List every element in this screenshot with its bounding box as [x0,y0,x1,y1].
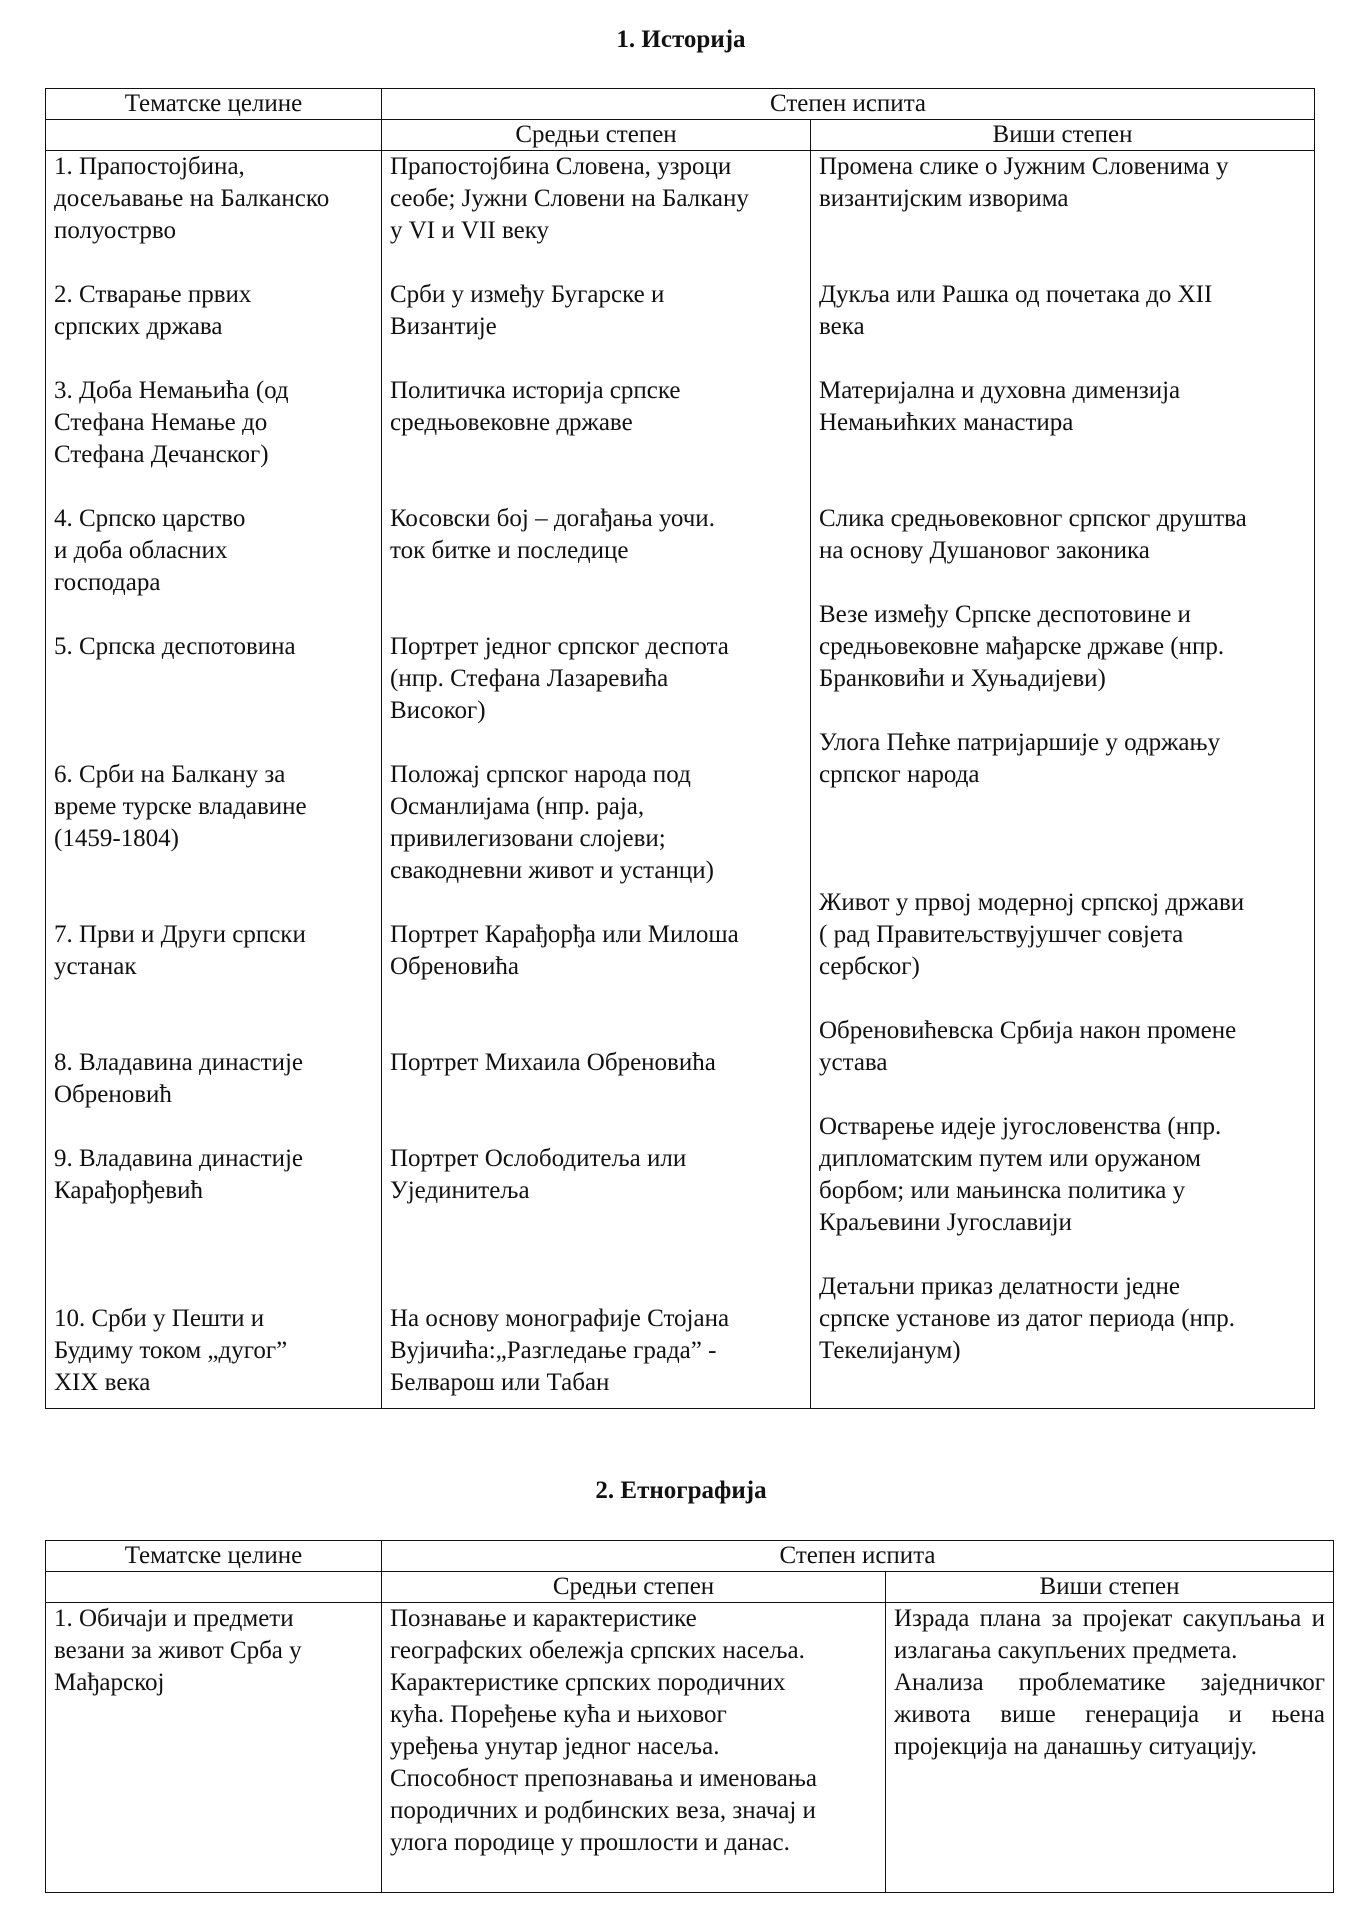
higher-level-cell [886,1603,1334,1893]
section-1-title: 1. Историја [616,26,746,53]
topic-entry: 9. Владавина династије Карађорђевић [54,1145,303,1204]
header-topics: Тематске целине [46,1541,382,1572]
middle-entry: Познавање и карактеристике географских обележја српских насеља. Карактеристике српских породичних кућа. Поређење кућа и њиховог уређења унутар једног насеља. Способност препознавања и именовања породичних и родбинских веза, значај и улога породице у прошлости и данас. [390,1605,818,1856]
header-middle-level: Средњи степен [382,120,811,151]
higher-entry: Промена слике о Јужним Словенима у византијским изворима [819,153,1229,212]
middle-level-column [382,151,811,1409]
topic-entry: 5. Српска деспотовина [54,633,296,660]
middle-entry: Портрет Карађорђа или Милоша Обреновића [390,921,739,980]
middle-entry: Политичка историја српске средњовековне државе [390,377,681,436]
middle-level-cell [382,1603,886,1893]
middle-entry: Срби у између Бугарске и Византије [390,281,665,340]
higher-entry: Материјална и духовна димензија Немањићких манастира [819,377,1181,436]
higher-entry: Обреновићевска Србија након промене устава [819,1017,1237,1076]
ethnography-table [45,1540,1334,1893]
topic-entry: 8. Владавина династије Обреновић [54,1049,303,1108]
middle-entry: Косовски бој – догађања уочи. ток битке и последице [390,505,715,564]
history-table [45,88,1315,1409]
middle-entry: Портрет једног српског деспота (нпр. Стефана Лазаревића Високог) [390,633,729,724]
topic-entry: 4. Српско царство и доба обласних господара [54,505,246,596]
higher-entry: Живот у првој модерној српској држави ( рад Правитељствујушчег совјета сербског) [819,889,1245,980]
middle-entry: Портрет Михаила Обреновића [390,1049,716,1076]
topic-entry: 7. Први и Други српски устанак [54,921,306,980]
higher-entry: Остварење идеје југословенства (нпр. дипломатским путем или оружаном борбом; или мањинска политика у Краљевини Југославији [819,1113,1222,1236]
middle-entry: Портрет Ослободитеља или Ујединитеља [390,1145,687,1204]
higher-entry: Израда плана за пројекат сакупљања и излагања сакупљених предмета. Анализа проблематике заједничког живота више генерација и њена пројекција на данашњу ситуацију. [894,1605,1325,1760]
header-higher-level: Виши степен [811,120,1315,151]
header-exam-level: Степен испита [382,89,1315,120]
topic-entry: 6. Срби на Балкану за време турске владавине (1459-1804) [54,761,307,852]
higher-level-column [811,151,1315,1409]
topic-cell [46,1603,382,1893]
topic-entry: 10. Срби у Пешти и Будиму током „дугог” XIX века [54,1305,288,1396]
topic-entry: 1. Обичаји и предмети везани за живот Срба у Мађарској [54,1605,302,1696]
higher-entry: Слика средњовековног српског друштва на основу Душановог законика [819,505,1247,564]
higher-entry: Улога Пећке патријаршије у одржању српског народа [819,729,1221,788]
middle-entry: Прапостојбина Словена, узроци сеобе; Јужни Словени на Балкану у VI и VII веку [390,153,749,244]
section-2-title: 2. Етнографија [595,1477,767,1504]
topic-entry: 2. Стварање првих српских држава [54,281,252,340]
topics-column [46,151,382,1409]
higher-entry: Детаљни приказ делатности једне српске установе из датог периода (нпр. Текелијанум) [819,1273,1236,1364]
topic-entry: 1. Прапостојбина, досељавање на Балканско полуострво [54,153,330,244]
header-empty [46,1572,382,1603]
header-empty [46,120,382,151]
header-exam-level: Степен испита [382,1541,1334,1572]
middle-entry: Положај српског народа под Османлијама (нпр. раја, привилегизовани слојеви; свакодневни живот и устанци) [390,761,714,884]
higher-entry: Везе између Српске деспотовине и средњовековне мађарске државе (нпр. Бранковићи и Хуњадијеви) [819,601,1225,692]
header-middle-level: Средњи степен [382,1572,886,1603]
middle-entry: На основу монографије Стојана Вујичића:„Разгледање града” - Белварош или Табан [390,1305,730,1396]
header-topics: Тематске целине [46,89,382,120]
header-higher-level: Виши степен [886,1572,1334,1603]
higher-entry: Дукља или Рашка од почетака до XII века [819,281,1213,340]
topic-entry: 3. Доба Немањића (од Стефана Немање до Стефана Дечанског) [54,377,289,468]
